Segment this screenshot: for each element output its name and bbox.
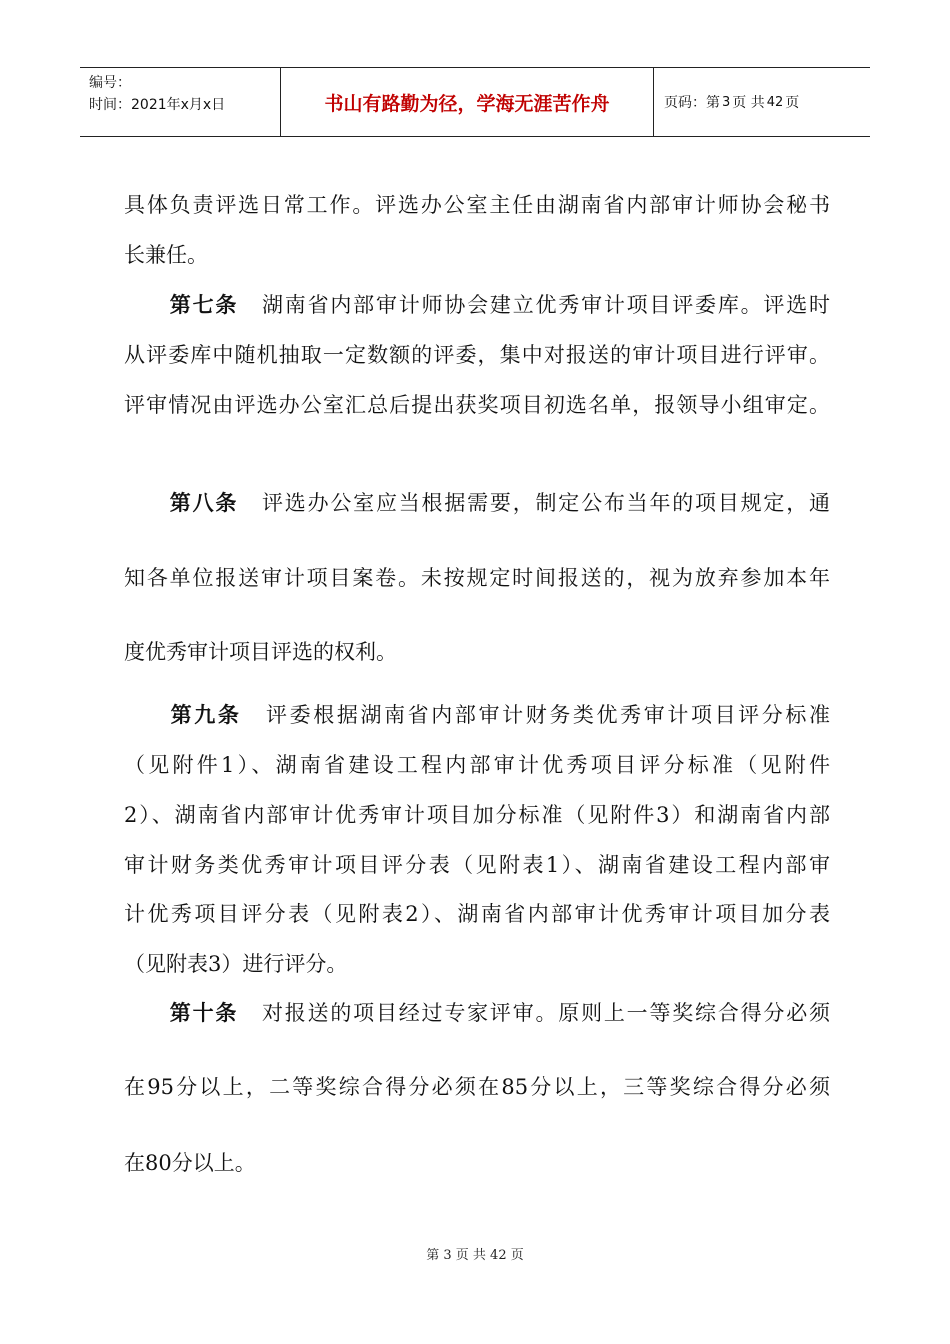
header-meta-cell [80, 68, 281, 136]
body-line: 长兼任。 [124, 243, 208, 267]
body-line: 评审情况由评选办公室汇总后提出获奖项目初选名单，报领导小组审定。 [124, 393, 830, 417]
article-9-title: 第九条 [168, 702, 242, 727]
article-8-title: 第八条 [168, 490, 239, 515]
article-8-text: 评选办公室应当根据需要，制定公布当年的项目规定，通 [260, 491, 831, 515]
body-line: 在80分以上。 [124, 1151, 256, 1175]
body-line: 2）、湖南省内部审计优秀审计项目加分标准（见附件3）和湖南省内部 [124, 803, 830, 827]
article-10-title: 第十条 [168, 1000, 239, 1025]
page-label-suffix: 页 [785, 95, 800, 111]
body-line: 在95分以上，二等奖综合得分必须在85分以上，三等奖综合得分必须 [124, 1075, 830, 1099]
document-header [80, 67, 870, 137]
body-line: （见附件1）、湖南省建设工程内部审计优秀项目评分标准（见附件 [124, 753, 830, 777]
body-line: 知各单位报送审计项目案卷。未按规定时间报送的，视为放弃参加本年 [124, 566, 830, 590]
time-label: 时间：2021年x月x日 [89, 97, 226, 113]
body-line: 计优秀项目评分表（见附表2）、湖南省内部审计优秀审计项目加分表 [124, 902, 830, 926]
number-label: 编号： [89, 75, 131, 91]
article-7-title: 第七条 [168, 292, 239, 317]
body-line: 度优秀审计项目评选的权利。 [124, 640, 397, 664]
body-line: 从评委库中随机抽取一定数额的评委，集中对报送的审计项目进行评审。 [124, 343, 830, 367]
header-page-info [654, 68, 870, 136]
body-line: 审计财务类优秀审计项目评分表（见附表1）、湖南省建设工程内部审 [124, 853, 830, 877]
article-7-text: 湖南省内部审计师协会建立优秀审计项目评委库。评选时 [260, 293, 831, 317]
header-slogan: 书山有路勤为径，学海无涯苦作舟 [281, 68, 654, 136]
page-current: 3 [722, 94, 731, 110]
article-10-text: 对报送的项目经过专家评审。原则上一等奖综合得分必须 [260, 1001, 831, 1025]
article-10-line [124, 999, 830, 1027]
page-total: 42 [766, 94, 784, 110]
page-label-prefix: 页码：第 [664, 95, 720, 111]
article-7-line [124, 291, 830, 319]
article-9-line [124, 701, 830, 729]
page-footer: 第 3 页 共 42 页 [426, 1248, 524, 1263]
body-line: 具体负责评选日常工作。评选办公室主任由湖南省内部审计师协会秘书 [124, 193, 830, 217]
article-8-line [124, 489, 830, 517]
body-line: （见附表3）进行评分。 [124, 952, 348, 976]
page-label-mid: 页 共 [732, 95, 765, 111]
article-9-text: 评委根据湖南省内部审计财务类优秀审计项目评分标准 [263, 703, 831, 727]
